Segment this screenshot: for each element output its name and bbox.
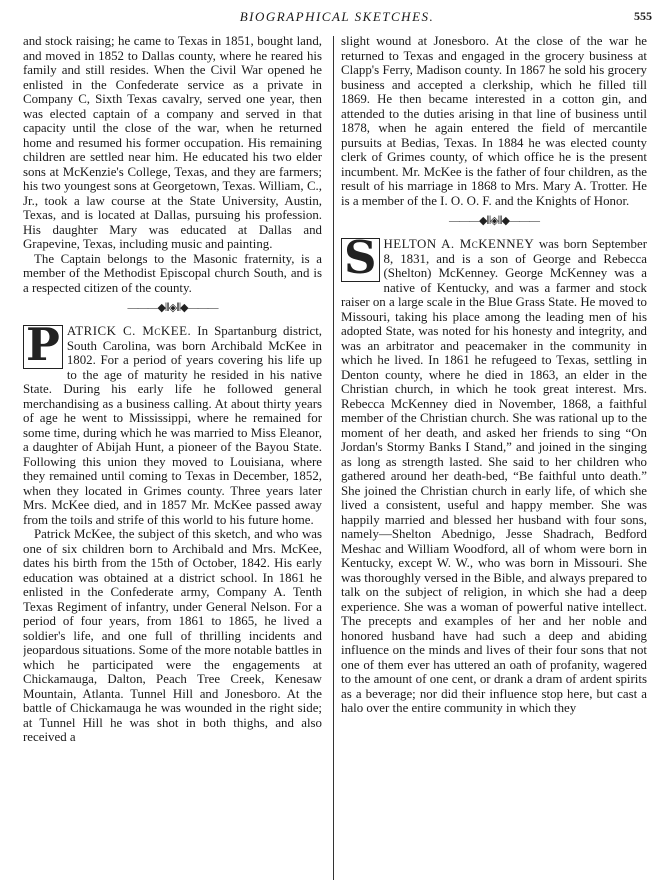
continued-paragraph: slight wound at Jonesboro. At the close of the war he returned to Texas and engaged in the grocery business at Clapp's Ferry, Madison county. In 1867 he sold his grocery business and accepted a clerkship, which he filled till 1869. He then became interested in a cotton gin, and attended to the duties arising in that line of business until 1878, when he again entered the field of mercantile pursuits at Bedias, Texas. In 1884 he was elected county clerk of Grimes county, of which office he is the present incumbent. Mr. McKee is the father of four children, as the result of his marriage in 1868 to Mrs. Mary A. Trotter. He is a member of the I. O. O. F. and the Knights of Honor. xyxy=(341,34,647,208)
column-divider xyxy=(333,36,334,880)
left-column xyxy=(23,34,322,878)
paragraph: Patrick McKee, the subject of this sketch, and who was one of six children born to Archibald and Mrs. McKee, dates his birth from the 15th of October, 1842. His early education was obtained at a district school. In 1861 he enlisted in the Confederate army, Company A. Tenth Texas Regiment of infantry, under General Nelson. For a period of four years, from 1861 to 1865, he lived a soldier's life, and one full of thrilling incidents and jeopardous situations. Some of the more notable battles in which he participated were the engagements at Chickamauga, Dalton, Peach Tree Creek, Kenesaw Mountain, Atlanta. Tunnel Hill and Jonesboro. At the battle of Chickamauga he was wounded in the right side; at Tunnel Hill he was shot in both thighs, and also received a xyxy=(23,527,322,744)
right-column xyxy=(341,34,647,878)
section-ornament: ———◆⦀◈⦀◆——— xyxy=(127,302,218,314)
page-number: 555 xyxy=(634,9,652,23)
continued-paragraph: and stock raising; he came to Texas in 1851, bought land, and moved in 1852 to Dallas county, where he reared his family and still resides. When the Civil War opened he enlisted in the Confederate service as a private in Company C, Sixth Texas cavalry, served one year, then was elected captain of a company and served in that capacity until the close of the war, when he returned home and resumed his former occupation. His remaining children are settled near him. He educated his two elder sons at McKenzie's College, Texas, and they are farmers; his two youngest sons at Georgetown, Texas. William, C., Jr., took a law course at the State University, Austin, Texas, and is located at Dallas, pursuing his profession. His daughter Mary was educated at Dallas and Grapevine, Texas, including music and painting. xyxy=(23,34,322,251)
running-header xyxy=(20,9,654,27)
sketch-text: was born September 8, 1831, and is a son of George and Rebecca (Shelton) McKenney. George McKenney was a native of Kentucky, and was a farmer and stock raiser on a large scale in the Blue Grass State. He moved to Missouri, taking his place among the leading men of his adopted State, was noted for his honesty and integrity, and was an arbitrator and peacemaker in the community in which he lived. In 1861 he refugeed to Texas, settling in Denton county, where he died in 1863, an elder in the Christian church, in which he took great interest. Mrs. Rebecca McKenney died in November, 1868, a faithful member of the Christian church. She was rational up to the moment of her death, and asked her friends to sing “On Jordan's Stormy Banks I Stand,” and joined in the singing as long as strength lasted. She said to her children who gathered around her death-bed, “Be faithful unto death.” She joined the Christian church in early life, of which she lived a consistent, useful and happy member. She was happily married and blessed her husband with four sons, namely—Shelton Abednigo, Jesse Shadrach, Bedford Meshac and William Woodford, all of whom were born in Kentucky, except W. W., who was born in Missouri. She was thoroughly versed in the Bible, and always prepared to talk on the subject of religion, in which she had a deep experience. She was a woman of powerful native intellect. The precepts and examples of her and her noble and honored husband have had such a deep and abiding influence on the minds and lives of their four sons that not one of them ever has uttered an oath of profanity, wagered to the amount of one cent, or drank a dram of ardent spirits as a beverage; nor did their influence stop here, but cast a halo over the entire community in which they xyxy=(341,237,647,715)
drop-cap: S xyxy=(341,238,380,282)
sketch-text: In Spartanburg district, South Carolina, was born Archibald McKee in 1802. For a period of years covering his life up to the age of maturity he resided in his native State. During his early life he followed general merchandising as a business calling. At about thirty years of age he went to Mississippi, where he remained for some time, during which he was married to Miss Eleanor, a daughter of Abijah Hunt, a pioneer of the Bayou State. Following this union they moved to Louisiana, where they remained until coming to Texas in December, 1852, when they located in Grimes county. Three years later Mrs. McKee died, and in 1857 Mr. McKee passed away from the toils and strife of this world to his future home. xyxy=(23,324,322,527)
running-title: BIOGRAPHICAL SKETCHES. xyxy=(239,9,435,24)
sketch-name: ATRICK C. McKEE. xyxy=(66,324,192,338)
sketch-mckee-intro xyxy=(23,318,322,527)
section-ornament: ———◆⦀◈⦀◆——— xyxy=(448,215,540,227)
drop-cap: P xyxy=(23,325,63,369)
paragraph: The Captain belongs to the Masonic fraternity, is a member of the Methodist Episcopal church South, and is a respected citizen of the county. xyxy=(23,251,322,295)
sketch-name: HELTON A. McKENNEY xyxy=(383,237,535,251)
sketch-mckenney-intro xyxy=(341,231,647,716)
